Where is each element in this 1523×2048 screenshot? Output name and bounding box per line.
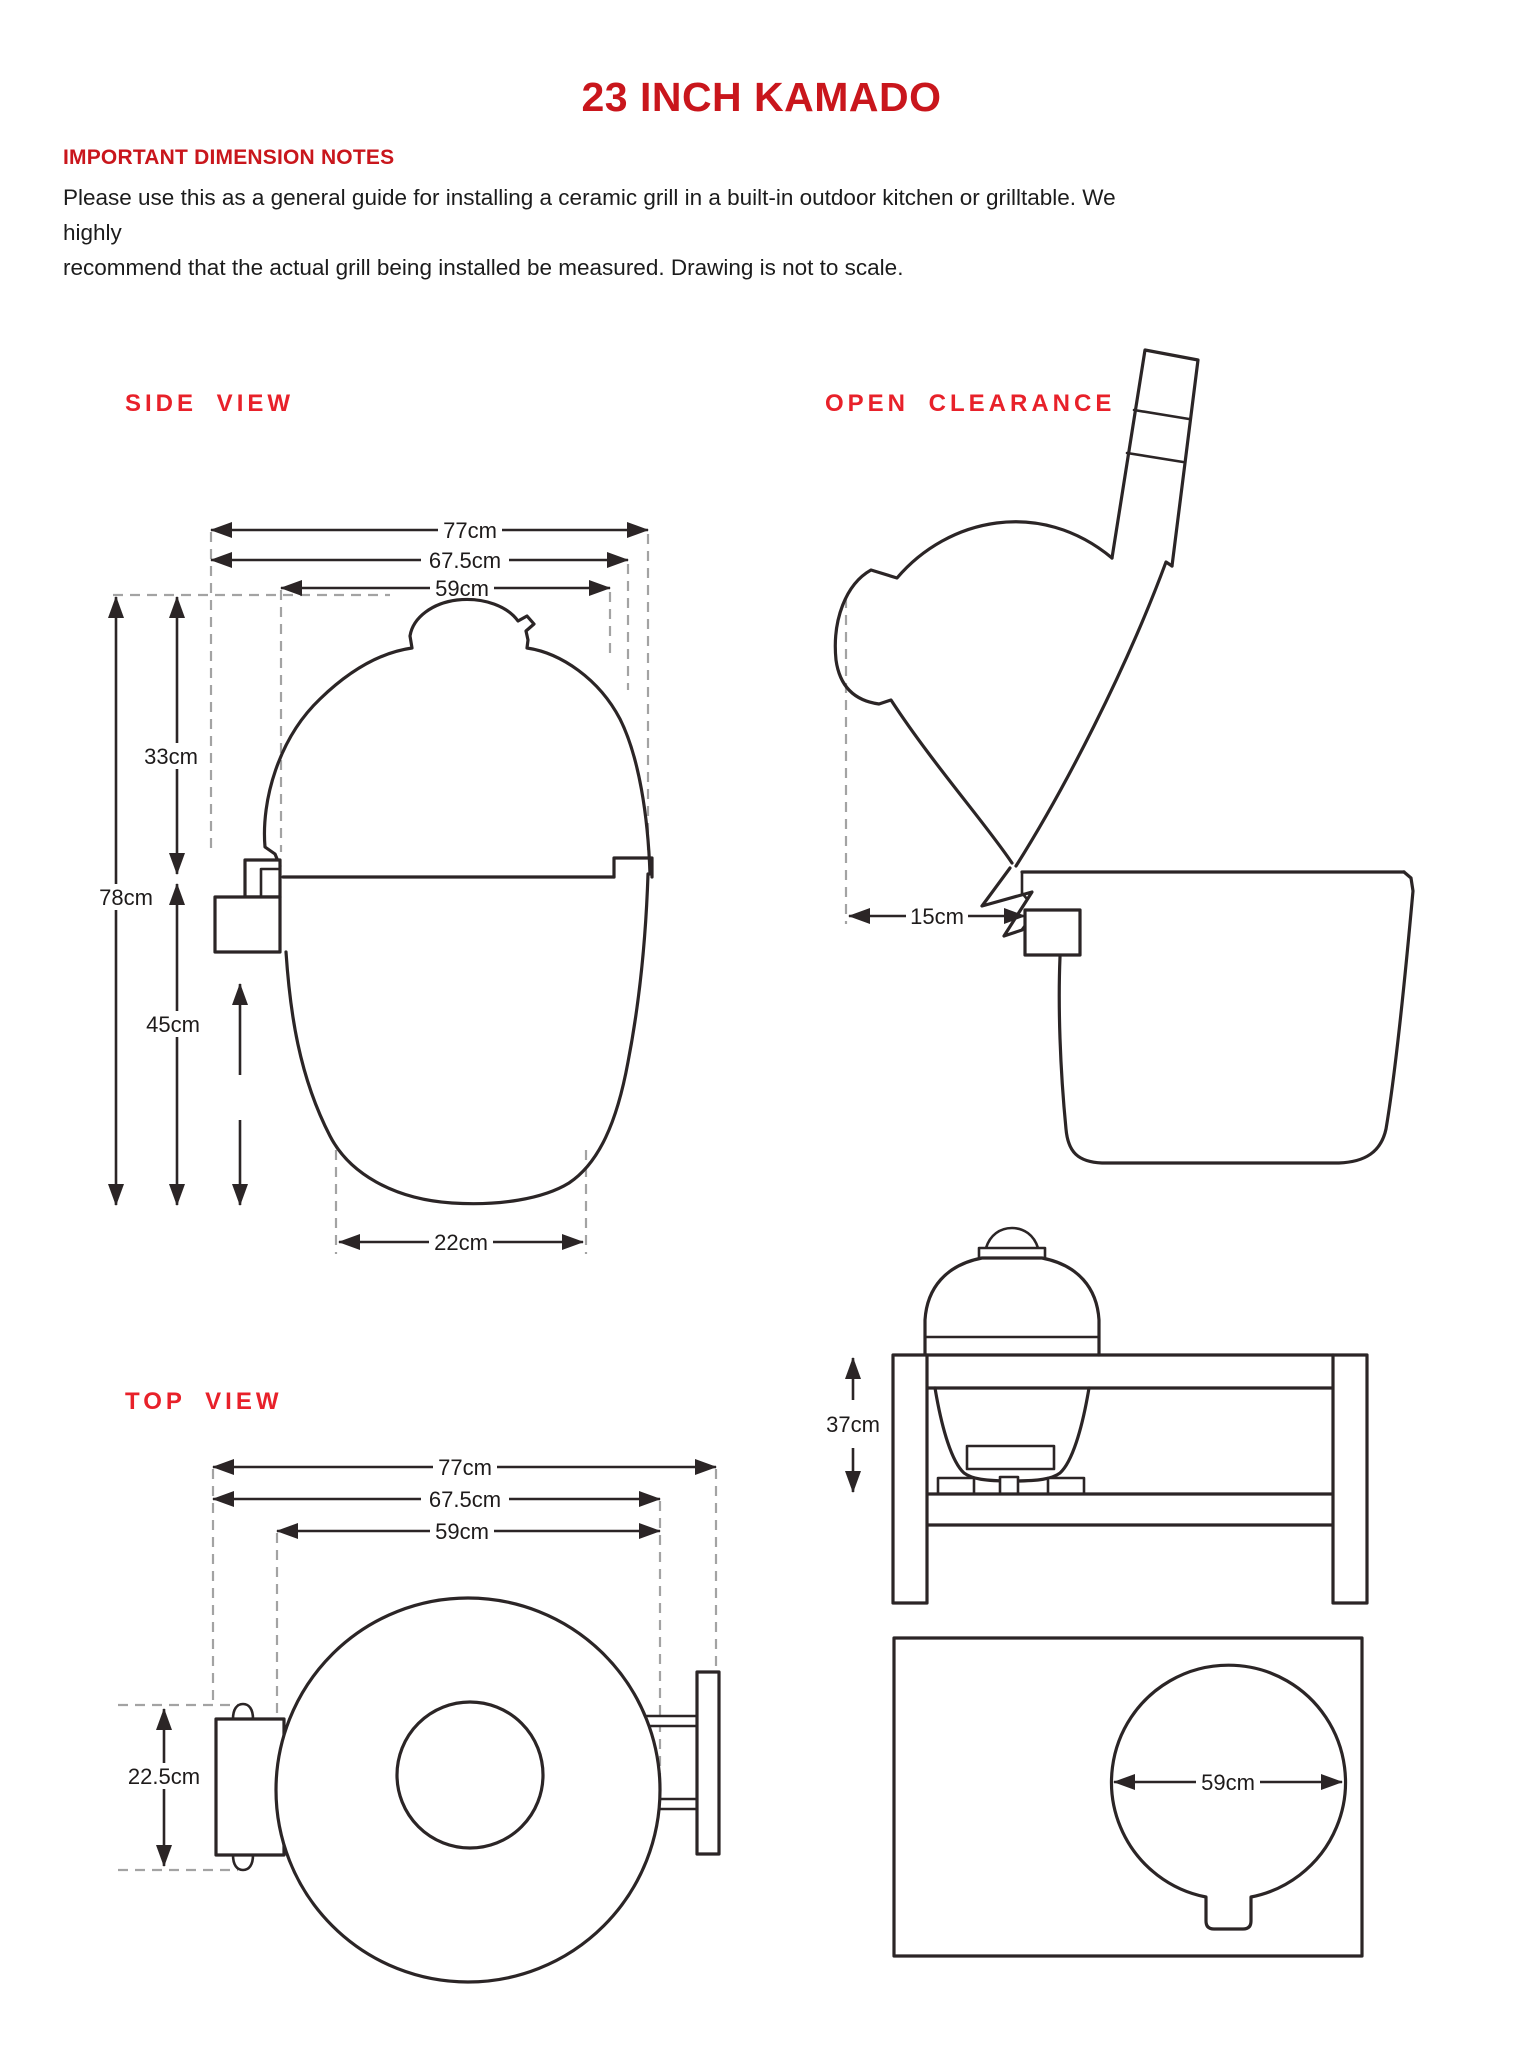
- table-kamado-foot-left: [938, 1478, 974, 1494]
- open-clearance-drawing: [835, 350, 1413, 1163]
- notes-heading: IMPORTANT DIMENSION NOTES: [63, 146, 395, 169]
- top-view-hinge-bracket: [216, 1719, 284, 1855]
- dim-table-opening-height: 37cm: [826, 1412, 880, 1437]
- dim-side-width-hinge: 67.5cm: [428, 548, 502, 573]
- dim-side-width-total: 77cm: [443, 518, 497, 543]
- table-leg-left: [893, 1355, 927, 1603]
- side-view-guide-lines: [113, 532, 648, 1254]
- open-lid-chimney-band-2: [1127, 453, 1183, 462]
- side-view-band-tab: [614, 858, 652, 877]
- top-view-hinge-knob-bottom: [233, 1855, 253, 1870]
- dim-side-height-total: 78cm: [99, 885, 153, 910]
- table-kamado-foot-center: [1000, 1477, 1018, 1494]
- open-lid-chimney-band-1: [1134, 410, 1189, 419]
- page-title: 23 INCH KAMADO: [581, 74, 942, 120]
- open-clearance-lid: [835, 350, 1198, 936]
- top-view-heading: TOP VIEW: [125, 1388, 283, 1415]
- dim-top-width-total: 77cm: [438, 1455, 492, 1480]
- side-view-drawing: [92, 517, 652, 1255]
- dim-rear-clearance: 15cm: [910, 904, 964, 929]
- table-opening-dimension: [826, 1358, 880, 1492]
- table-kamado: [925, 1228, 1099, 1494]
- cutout-template-drawing: [894, 1638, 1362, 1956]
- side-view-hinge-upper: [245, 860, 280, 897]
- side-view-kamado: [215, 599, 652, 1203]
- top-view-hinge-dimension: [120, 1709, 210, 1866]
- table-kamado-knob: [986, 1228, 1038, 1248]
- cutout-counter-outline: [894, 1638, 1362, 1956]
- side-view-hinge-lower: [215, 897, 280, 952]
- side-view-width-dimensions: [211, 517, 648, 601]
- open-lid-dome-edge: [835, 522, 1112, 863]
- table-kamado-foot-right: [1048, 1478, 1084, 1494]
- table-kamado-draft-door: [967, 1446, 1054, 1469]
- dim-side-body-diameter: 59cm: [435, 576, 489, 601]
- dim-top-body-diameter: 59cm: [435, 1519, 489, 1544]
- dim-side-lid-height: 33cm: [144, 744, 198, 769]
- notes-text-line2: recommend that the actual grill being installed be measured. Drawing is not to scale.: [63, 255, 904, 280]
- top-view-drawing: [118, 1454, 719, 1982]
- top-view-side-bracket-arm-top: [645, 1716, 697, 1726]
- top-view-hinge-knob-top: [233, 1704, 253, 1719]
- open-lid-right-edge: [1016, 562, 1172, 866]
- side-view-bowl-outline: [286, 874, 648, 1204]
- dim-top-width-hinge: 67.5cm: [428, 1487, 502, 1512]
- open-clearance-hinge-bracket: [1025, 910, 1080, 955]
- open-clearance-dimension: [849, 903, 1025, 929]
- cutout-dimension: [1114, 1769, 1342, 1795]
- dim-side-base-width: 22cm: [434, 1230, 488, 1255]
- cutout-hole-keyhole: [1112, 1665, 1346, 1929]
- dim-top-hinge-width: 22.5cm: [127, 1764, 201, 1789]
- open-clearance-heading: OPEN CLEARANCE: [825, 390, 1116, 417]
- side-view-base-dimension: [339, 1229, 583, 1255]
- top-view-body-circle: [276, 1598, 660, 1982]
- grill-table-drawing: [826, 1228, 1367, 1603]
- open-base-outline: [1059, 872, 1413, 1163]
- table-kamado-dome: [925, 1258, 1099, 1355]
- top-view-side-bracket-plate: [697, 1672, 719, 1854]
- top-view-width-dimensions: [213, 1454, 716, 1544]
- side-view-lid-outline: [264, 599, 650, 874]
- side-view-heading: SIDE VIEW: [125, 390, 295, 417]
- notes-text-line1: Please use this as a general guide for installing a ceramic grill in a built-in outdoor kitchen or grilltable. We highly: [63, 185, 1116, 245]
- dim-side-base-height: 45cm: [146, 1012, 200, 1037]
- dim-cutout-hole-diameter: 59cm: [1201, 1770, 1255, 1795]
- table-leg-right: [1333, 1355, 1367, 1603]
